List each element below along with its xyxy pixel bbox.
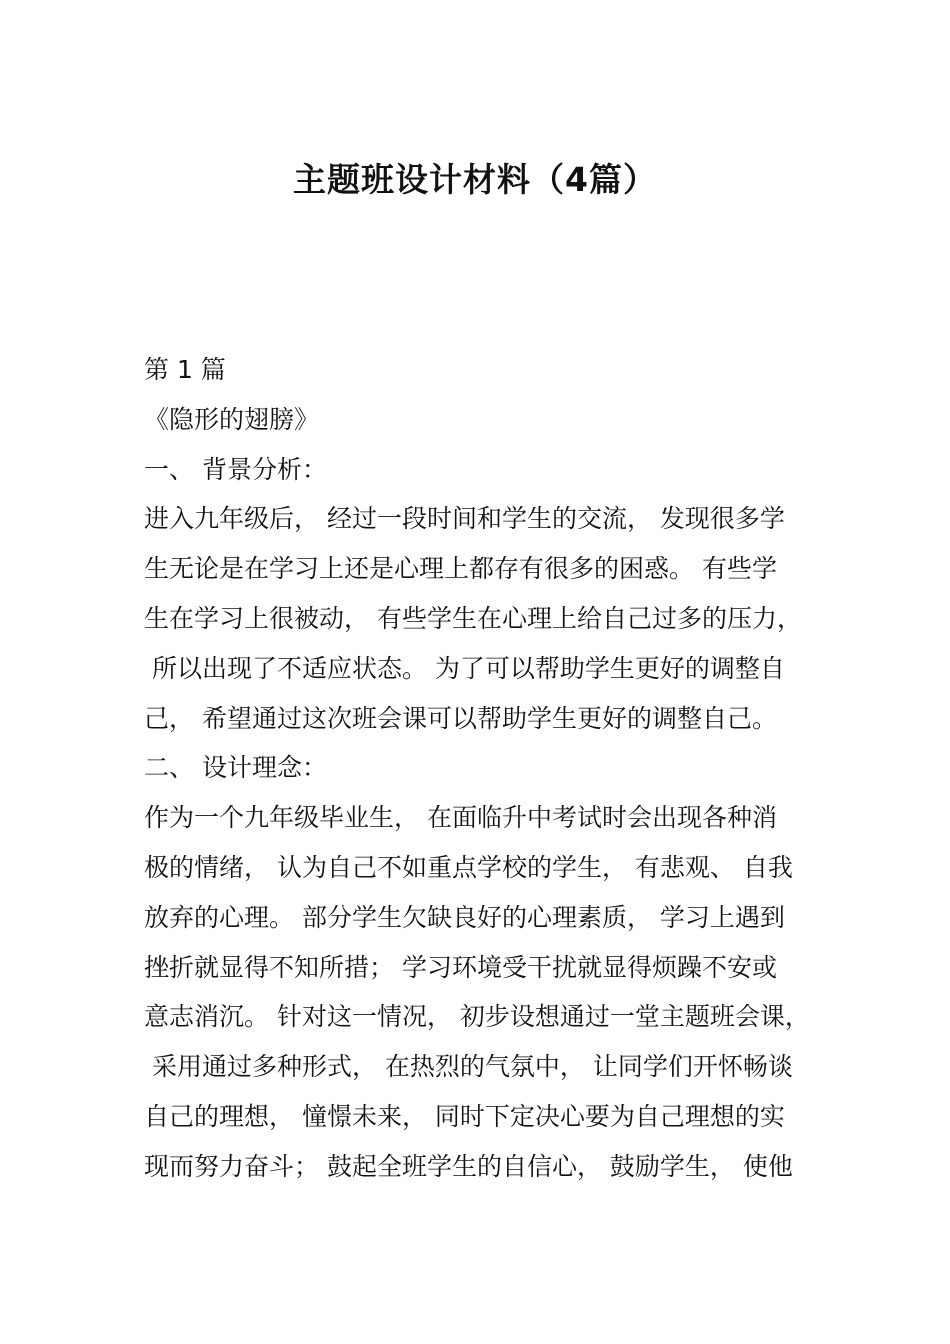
paragraph-line: 极的情绪， 认为自己不如重点学校的学生， 有悲观、 自我: [144, 852, 793, 882]
paragraph-line: 己， 希望通过这次班会课可以帮助学生更好的调整自己。: [144, 703, 777, 733]
section-subtitle: 《隐形的翅膀》: [144, 404, 320, 434]
paragraph-line: 所以出现了不适应状态。 为了可以帮助学生更好的调整自: [144, 653, 785, 683]
section-number: 第 1 篇: [144, 355, 226, 384]
document-body: [144, 345, 844, 1192]
paragraph-line: 放弃的心理。 部分学生欠缺良好的心理素质， 学习上遇到: [144, 902, 785, 932]
paragraph-line: 自己的理想， 憧憬未来， 同时下定决心要为自己理想的实: [144, 1101, 785, 1131]
document-title: 主题班设计材料（4篇）: [293, 160, 657, 199]
paragraph-line: 作为一个九年级毕业生， 在面临升中考试时会出现各种消: [144, 803, 777, 833]
paragraph-line: 意志消沉。 针对这一情况， 初步设想通过一堂主题班会课，: [144, 1002, 810, 1032]
paragraph-line: 现而努力奋斗； 鼓起全班学生的自信心， 鼓励学生， 使他: [144, 1151, 793, 1181]
paragraph-line: 生在学习上很被动， 有些学生在心理上给自己过多的压力，: [144, 603, 802, 633]
paragraph-line: 进入九年级后， 经过一段时间和学生的交流， 发现很多学: [144, 504, 785, 534]
paragraph-line: 采用通过多种形式， 在热烈的气氛中， 让同学们开怀畅谈: [144, 1052, 793, 1082]
heading-background-analysis: 一、 背景分析：: [144, 454, 327, 484]
paragraph-line: 生无论是在学习上还是心理上都存有很多的困惑。 有些学: [144, 554, 777, 584]
paragraph-line: 挫折就显得不知所措； 学习环境受干扰就显得烦躁不安或: [144, 952, 777, 982]
heading-design-concept: 二、 设计理念：: [144, 753, 327, 783]
